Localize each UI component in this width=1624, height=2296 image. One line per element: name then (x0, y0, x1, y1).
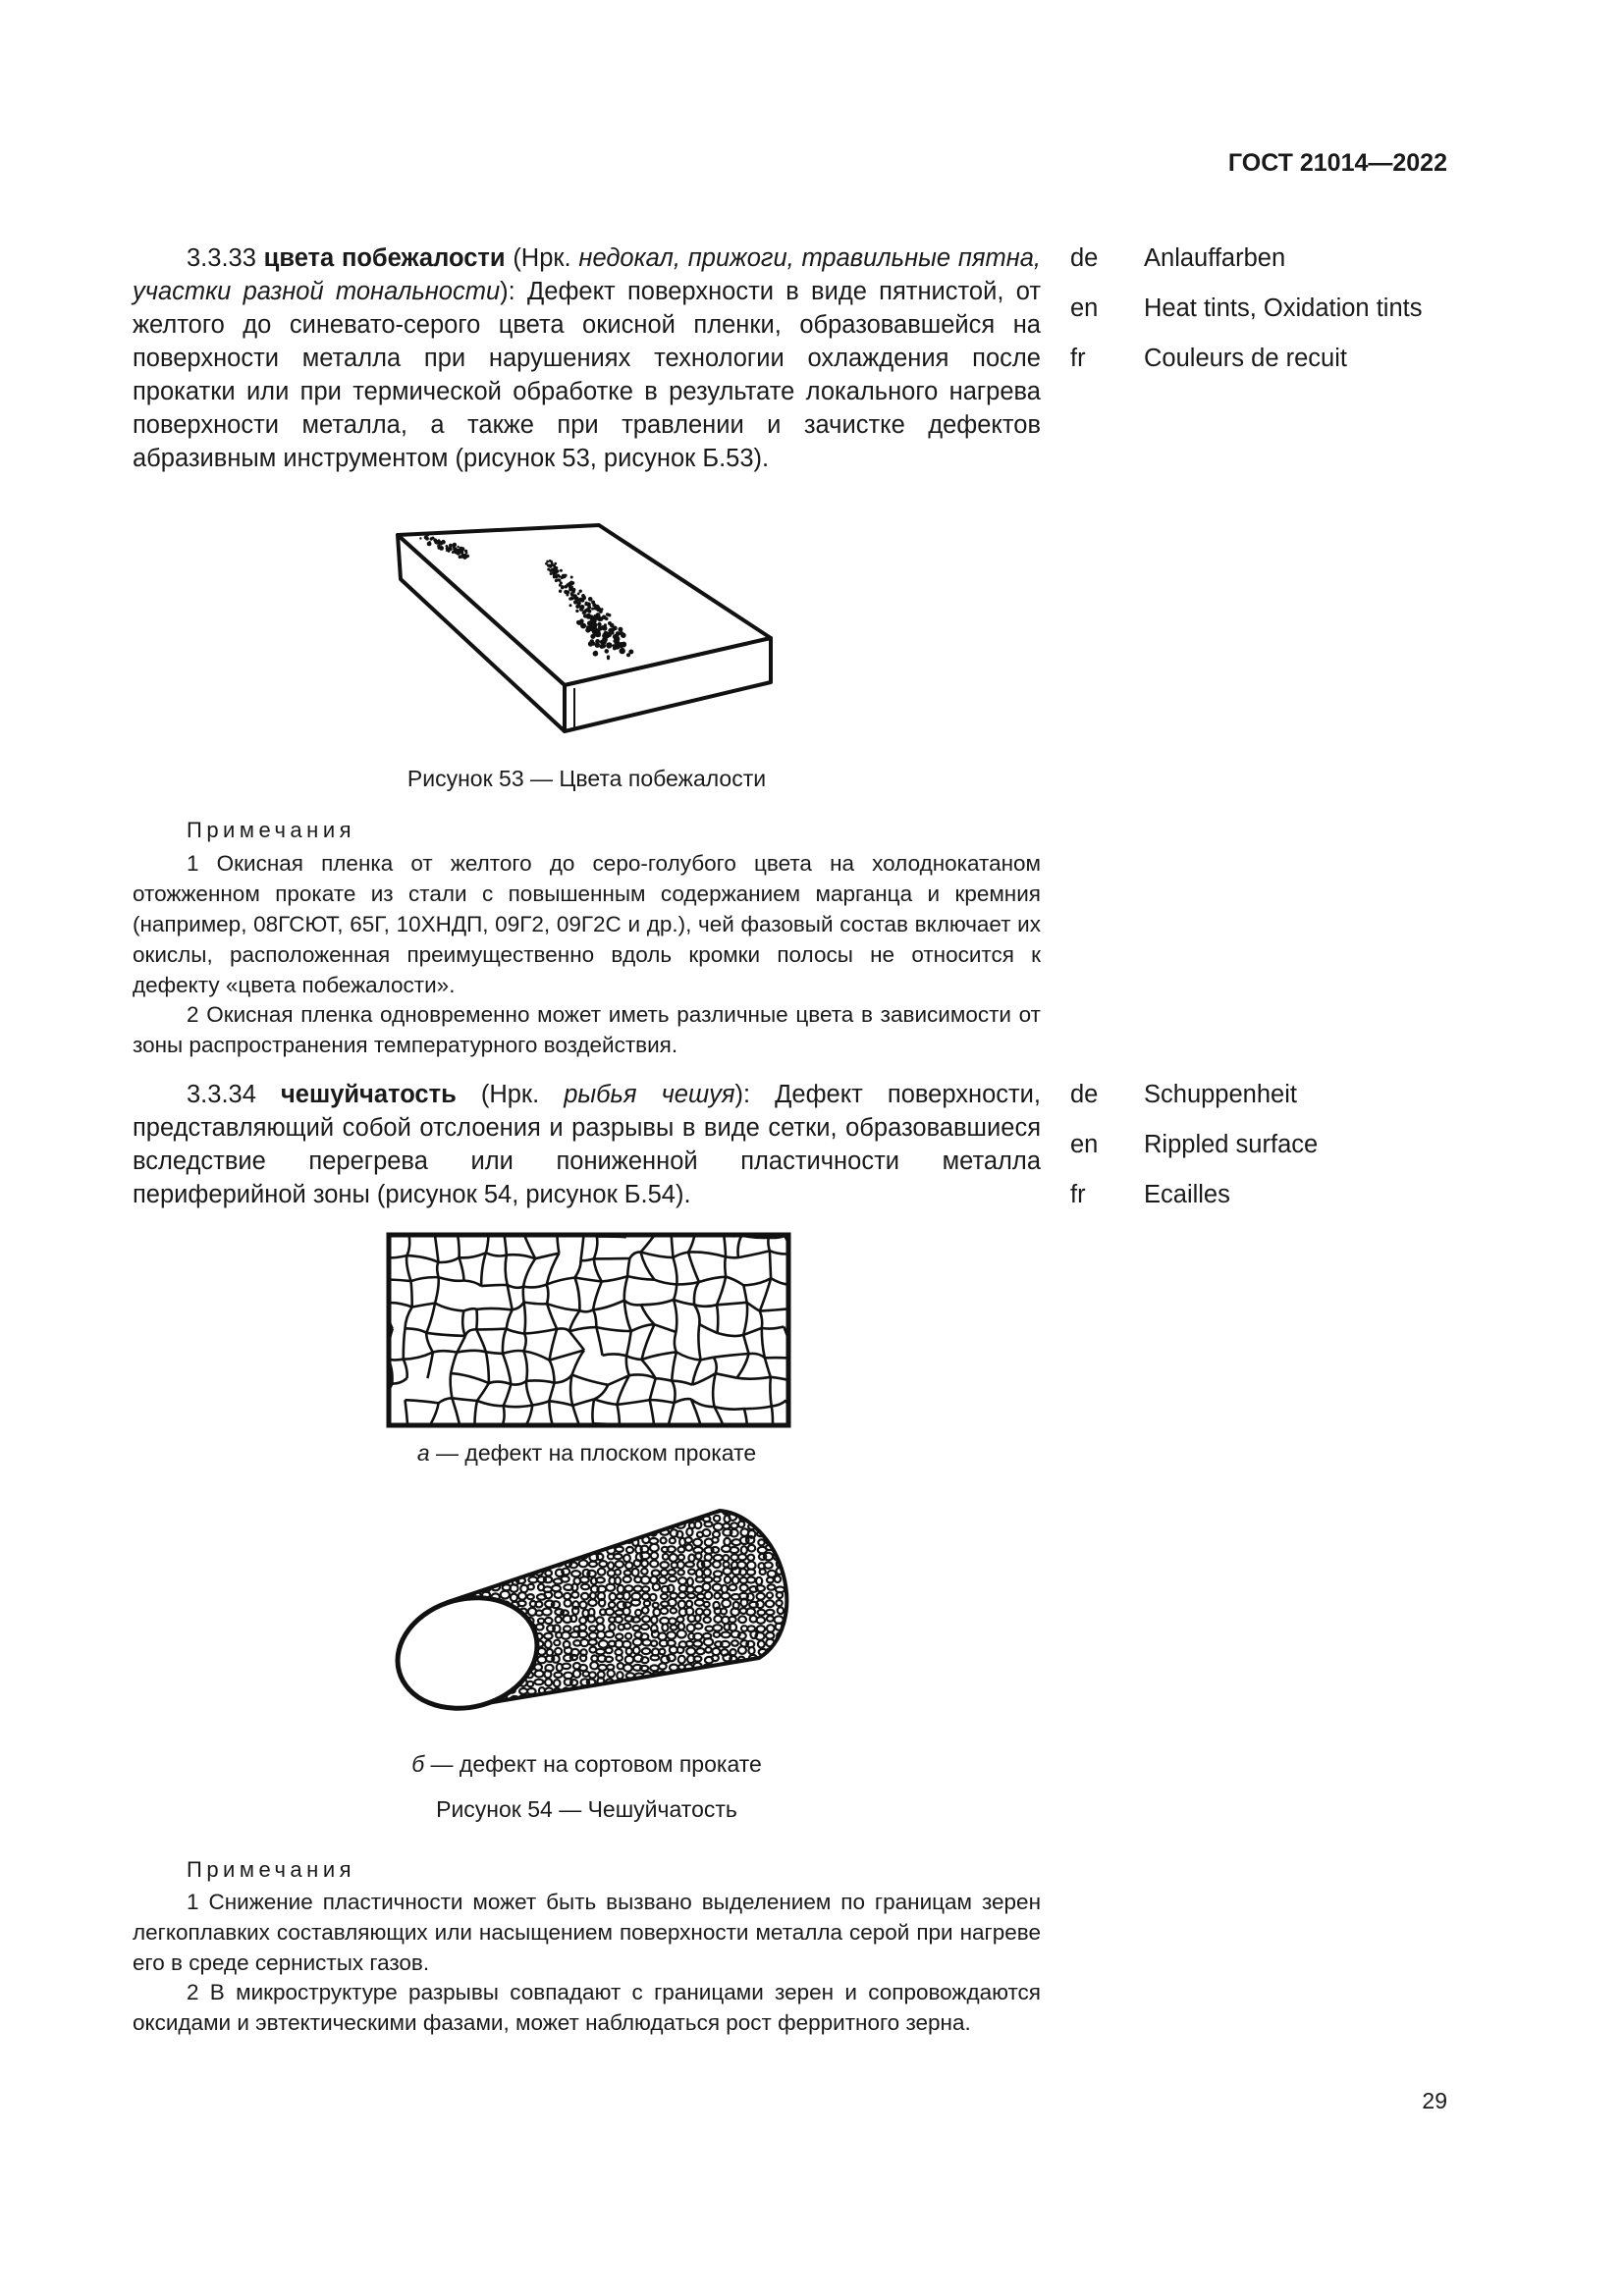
translation-de: de Anlauffarben (1070, 244, 1286, 272)
term-definition-3-3-33: 3.3.33 цвета побежалости (Нрк. недокал, прижоги, травильные пятна, участки разной тональности): Дефект поверхности в виде пятнистой, от желтого до синевато-серого цвета окисной пленки, образовавшейся на поверхности металла при нарушениях технологии охлаждения после прокатки или при термической обработке в результате локального нагрева поверхности металла, а также при травлении и зачистке дефектов абразивным инструментом (рисунок 53, рисунок Б.53). (133, 244, 1042, 472)
note-2-3-3-33: 2 Окисная пленка одновременно может иметь различные цвета в зависимости от зоны распространения температурного воздействия. (133, 1002, 1041, 1057)
document-id: ГОСТ 21014—2022 (1227, 149, 1447, 177)
translations-3-3-33 (1070, 241, 1443, 392)
figure-54a-flat-plate-illustration (386, 1232, 791, 1428)
translation-fr: fr Couleurs de recuit (1070, 345, 1347, 372)
translations-3-3-34 (1070, 1078, 1443, 1228)
figure-54-caption: Рисунок 54 — Чешуйчатость (436, 1796, 737, 1822)
term-name: цвета побежалости (263, 244, 506, 272)
notes-title-3-3-34: Примечания (187, 1857, 356, 1882)
note-1-3-3-33: 1 Окисная пленка от желтого до серо-голубого цвета на холоднокатаном отожженном прокате из стали с повышенным содержанием марганца и кремния (например, 08ГСЮТ, 65Г, 10ХНДП, 09Г2, 09Г2С и др.), чей фазовый состав включает их окислы, расположенная преимущественно вдоль кромки полосы не относится к дефекту «цвета побежалости». (133, 851, 1041, 997)
translation-en: en Rippled surface (1070, 1131, 1319, 1158)
non-recommended-terms: недокал, прижоги, травильные пятна, участки разной тональности (133, 244, 1042, 305)
term-number: 3.3.34 (187, 1081, 256, 1108)
page-number: 29 (1422, 2088, 1447, 2113)
notes-title-3-3-33: Примечания (187, 818, 356, 842)
definition-text: Дефект поверхности, представляющий собой отслоения и разрывы в виде сетки, образовавшиеся вследствие перегрева или пониженной пластичности металла периферийной зоны (рисунок 54, рисунок Б.54). (133, 1081, 1042, 1208)
figure-54b-round-bar-illustration (391, 1507, 793, 1723)
note-1-3-3-34: 1 Снижение пластичности может быть вызвано выделением по границам зерен легкоплавких составляющих или насыщением поверхности металла серой при нагреве его в среде сернистых газов. (133, 1890, 1041, 1975)
translation-de: de Schuppenheit (1070, 1081, 1297, 1108)
term-definition-3-3-34: 3.3.34 чешуйчатость (Нрк. рыбья чешуя): Дефект поверхности, представляющий собой отслоения и разрывы в виде сетки, образовавшиеся вследствие перегрева или пониженной пластичности металла периферийной зоны (рисунок 54, рисунок Б.54). (133, 1081, 1042, 1208)
translation-en: en Heat tints, Oxidation tints (1070, 294, 1423, 322)
term-name: чешуйчатость (280, 1081, 457, 1108)
figure-53-slab-illustration (393, 520, 785, 741)
note-2-3-3-34: 2 В микроструктуре разрывы совпадают с границами зерен и сопровождаются оксидами и эвтектическими фазами, может наблюдаться рост ферритного зерна. (133, 1980, 1041, 2035)
definition-text: Дефект поверхности в виде пятнистой, от желтого до синевато-серого цвета окисной пленки, образовавшейся на поверхности металла при нарушениях технологии охлаждения после прокатки или при термической обработке в результате локального нагрева поверхности металла, а также при травлении и зачистке дефектов абразивным инструментом (рисунок 53, рисунок Б.53). (133, 278, 1041, 472)
translation-fr: fr Ecailles (1070, 1181, 1230, 1208)
term-number: 3.3.33 (187, 244, 256, 272)
figure-54b-caption: б — дефект на сортовом прокате (411, 1751, 762, 1777)
non-recommended-terms: рыбья чешуя (564, 1081, 735, 1108)
figure-54a-caption: а — дефект на плоском прокате (416, 1440, 757, 1466)
figure-53-caption: Рисунок 53 — Цвета побежалости (406, 766, 767, 791)
